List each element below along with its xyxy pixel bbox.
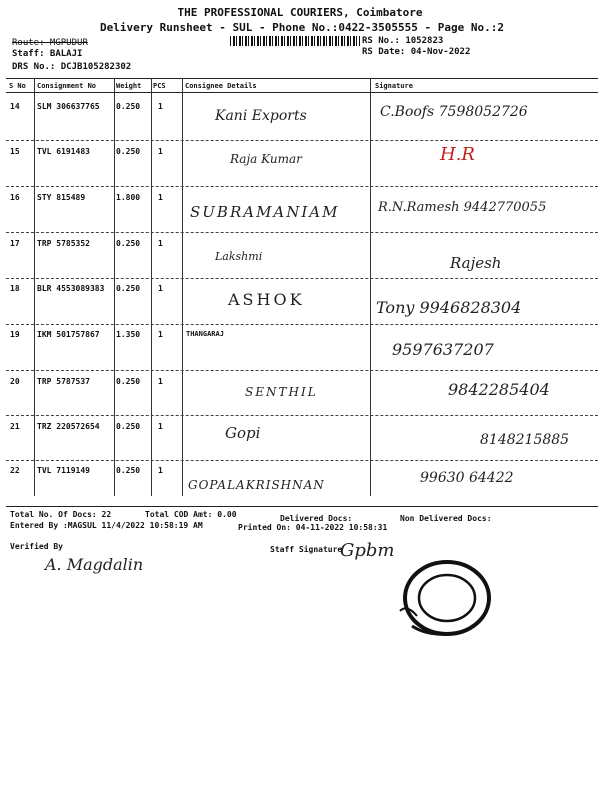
col-header-consignment: Consignment No [37, 82, 97, 90]
row-signature: Rajesh [450, 254, 502, 272]
row-divider [6, 370, 598, 371]
row-signature: 9597637207 [392, 340, 494, 359]
row-consignment: IKM 501757867 [37, 330, 100, 339]
row-handwritten-name: Gopi [225, 424, 261, 442]
row-weight: 0.250 [116, 284, 141, 293]
barcode [230, 36, 360, 46]
row-signature: 9842285404 [448, 380, 550, 399]
row-consignment: SLM 306637765 [37, 102, 100, 111]
row-consignment: TRP 5785352 [37, 239, 90, 248]
rs-date: RS Date: 04-Nov-2022 [362, 47, 471, 57]
row-pcs: 1 [158, 466, 163, 475]
row-divider [6, 186, 598, 187]
table-header-border [6, 92, 598, 93]
non-delivered-docs: Non Delivered Docs: [400, 514, 492, 523]
staff-signature-label: Staff Signature [270, 545, 343, 554]
staff-name: Staff: BALAJI [12, 49, 83, 59]
table-top-border [6, 78, 598, 79]
entered-by: Entered By :MAGSUL 11/4/2022 10:58:19 AM [10, 521, 203, 530]
verifier-signature: A. Magdalin [45, 555, 144, 574]
row-weight: 0.250 [116, 377, 141, 386]
row-consignment: TRP 5787537 [37, 377, 90, 386]
row-handwritten-name: SENTHIL [245, 385, 318, 399]
drs-number: DRS No.: DCJB105282302 [12, 62, 132, 72]
row-sno: 20 [10, 377, 20, 386]
row-divider [6, 415, 598, 416]
total-cod: Total COD Amt: 0.00 [145, 510, 237, 519]
row-divider [6, 140, 598, 141]
company-title: THE PROFESSIONAL COURIERS, Coimbatore [177, 6, 423, 19]
row-weight: 0.250 [116, 147, 141, 156]
row-sno: 21 [10, 422, 20, 431]
row-handwritten-name: Lakshmi [215, 250, 263, 263]
col-header-weight: Weight [116, 82, 142, 90]
row-pcs: 1 [158, 284, 163, 293]
row-sno: 18 [10, 284, 20, 293]
row-signature: 99630 64422 [420, 470, 514, 486]
row-sno: 15 [10, 147, 20, 156]
row-weight: 0.250 [116, 466, 141, 475]
row-pcs: 1 [158, 377, 163, 386]
row-sno: 22 [10, 466, 20, 475]
total-docs: Total No. Of Docs: 22 [10, 510, 112, 519]
row-consignment: STY 815489 [37, 193, 86, 202]
row-signature: Tony 9946828304 [376, 298, 522, 317]
row-consignee-details: THANGARAJ [186, 330, 224, 338]
row-divider [6, 324, 598, 325]
row-consignment: BLR 4553089383 [37, 284, 105, 293]
rs-number: RS No.: 1052823 [362, 36, 444, 46]
stamp-icon [392, 556, 492, 646]
row-pcs: 1 [158, 193, 163, 202]
table-bottom-border [6, 506, 598, 507]
row-signature: R.N.Ramesh 9442770055 [378, 200, 547, 215]
row-divider [6, 460, 598, 461]
row-divider [6, 278, 598, 279]
row-weight: 0.250 [116, 422, 141, 431]
row-sno: 19 [10, 330, 20, 339]
row-signature: H.R [440, 144, 475, 165]
row-consignment: TVL 6191483 [37, 147, 90, 156]
verified-by-label: Verified By [10, 542, 63, 551]
delivered-docs: Delivered Docs: [280, 514, 353, 523]
route-label: Route: MGPUDUR [12, 38, 88, 48]
staff-handwritten-signature: Gpbm [340, 540, 395, 561]
row-divider [6, 232, 598, 233]
row-weight: 1.800 [116, 193, 141, 202]
col-header-signature: Signature [375, 82, 413, 90]
col-header-consignee-details: Consignee Details [185, 82, 257, 90]
runsheet-subtitle: Delivery Runsheet - SUL - Phone No.:0422-3505555 - Page No.:2 [100, 21, 504, 34]
row-sno: 17 [10, 239, 20, 248]
row-pcs: 1 [158, 330, 163, 339]
row-handwritten-name: GOPALAKRISHNAN [188, 478, 325, 492]
col-header-sno: S No [9, 82, 26, 90]
printed-on: Printed On: 04-11-2022 10:58:31 [238, 523, 388, 532]
row-handwritten-name: Raja Kumar [230, 152, 302, 166]
row-handwritten-name: Kani Exports [215, 108, 307, 124]
row-pcs: 1 [158, 102, 163, 111]
row-signature: 8148215885 [480, 432, 570, 448]
row-weight: 0.250 [116, 102, 141, 111]
row-handwritten-name: SUBRAMANIAM [190, 203, 340, 221]
col-header-pcs: PCS [153, 82, 166, 90]
row-consignment: TRZ 220572654 [37, 422, 100, 431]
row-pcs: 1 [158, 239, 163, 248]
row-weight: 1.350 [116, 330, 141, 339]
row-signature: C.Boofs 7598052726 [380, 104, 528, 120]
row-sno: 14 [10, 102, 20, 111]
row-pcs: 1 [158, 147, 163, 156]
row-consignment: TVL 7119149 [37, 466, 90, 475]
row-weight: 0.250 [116, 239, 141, 248]
row-sno: 16 [10, 193, 20, 202]
row-handwritten-name: ASHOK [228, 290, 305, 309]
row-pcs: 1 [158, 422, 163, 431]
